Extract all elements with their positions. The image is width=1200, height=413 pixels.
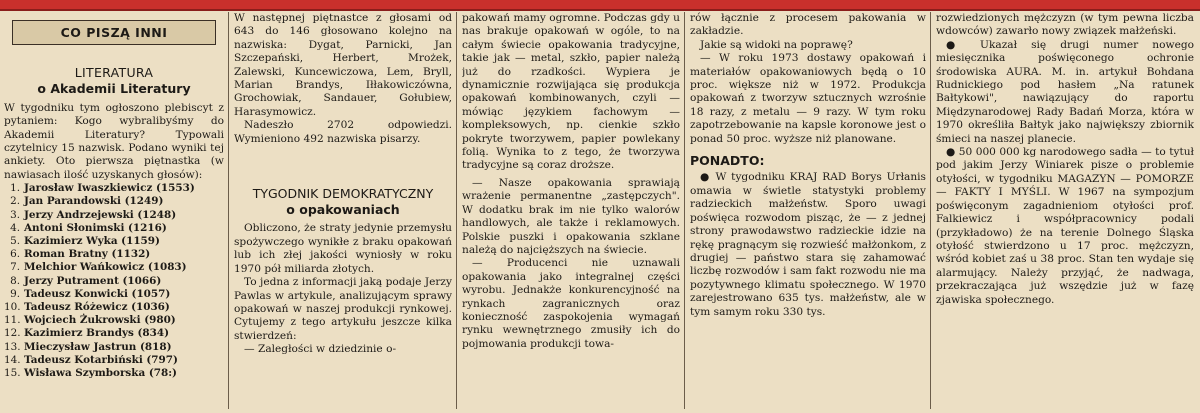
ranking-entry: Jarosław Iwaszkiewicz (1553) bbox=[24, 182, 195, 195]
ranking-item bbox=[4, 327, 224, 340]
ranking-number: 10. bbox=[4, 301, 21, 314]
column-5 bbox=[936, 12, 1194, 409]
ranking-entry: Antoni Słonimski (1216) bbox=[24, 221, 167, 234]
col3-paragraph-1: pakowań mamy ogromne. Podczas gdy u nas brakuje opakowań w ogóle, to na całym świecie opakowania tradycyjne, takie jak — metal, szkło, papier należą już do rzadkości. Wypiera je dynamicznie rozwijająca się produkcja opakowań kombinowanych, czyli — mówiąc językiem fachowym — kompleksowych, np. cienkie szkło pokryte tworzywem, papier powlekany folią. Wynika to z tego, że tworzywa tradycyjne są coraz droższe. bbox=[462, 12, 680, 172]
column-divider bbox=[228, 12, 229, 409]
col4-paragraph-3: — W roku 1973 dostawy opakowań i materiałów opakowaniowych będą o 10 proc. większe niż w 1972. Produkcja opakowań z tworzyw sztucznych wzrośnie 18 razy, z metalu — 9 razy. W tym roku zapotrzebowanie na kapsle koronowe jest o ponad 50 proc. wyższe niż planowane. bbox=[690, 52, 926, 145]
ranking-list bbox=[4, 182, 224, 380]
tygodnik-heading: TYGODNIK DEMOKRATYCZNY bbox=[252, 186, 434, 202]
col3-paragraph-3: — Producenci nie uznawali opakowania jako integralnej części wyrobu. Jednakże konkurencyjność na rynkach zagranicznych oraz konieczność zaspokojenia wymagań rynku wewnętrznego zmusiły ich do pojmowania produkcji towa- bbox=[462, 257, 680, 350]
ranking-item bbox=[4, 314, 224, 327]
literatura-heading: LITERATURA bbox=[74, 65, 154, 81]
ranking-entry: Kazimierz Brandys (834) bbox=[24, 327, 169, 340]
literatura-subheading: o Akademii Literatury bbox=[37, 81, 191, 97]
col4-paragraph-4: ● W tygodniku KRAJ RAD Borys Urłanis omawia w świetle statystyki problemy radzieckich małżeństw. Sporo uwagi poświęca rozwodom pisząc, że — z jednej strony prawodawstwo radzieckie idzie na rękę pragnącym się rozwieść małżonkom, z drugiej — państwo stara się zahamować liczbę rozwodów i sam fakt rozwodu nie ma pozytywnego klimatu społecznego. W 1970 zarejestrowano 635 tys. małżeństw, ale w tym samym roku 330 tys. bbox=[690, 171, 926, 318]
ranking-number: 4. bbox=[10, 221, 20, 234]
tygodnik-subheading: o opakowaniach bbox=[286, 202, 400, 218]
col2-paragraph-5: — Zaległości w dziedzinie o- bbox=[244, 343, 397, 356]
ranking-entry: Jerzy Andrzejewski (1248) bbox=[24, 208, 177, 221]
literatura-intro: W tygodniku tym ogłoszono plebiscyt z pytaniem: Kogo wybralibyśmy do Akademii Literatury? Typowali czytelnicy 15 nazwisk. Podano wyniki tej ankiety. Oto pierwsza piętnastka (w nawiasach ilość uzyskanych głosów): bbox=[4, 101, 224, 181]
ranking-number: 6. bbox=[10, 248, 20, 261]
ranking-item bbox=[4, 261, 224, 274]
col2-paragraph-2: Nadeszło 2702 odpowiedzi. Wymieniono 492 nazwiska pisarzy. bbox=[234, 119, 452, 145]
column-4 bbox=[690, 12, 926, 409]
ranking-entry: Mieczysław Jastrun (818) bbox=[24, 340, 172, 353]
col5-paragraph-3: ● 50 000 000 kg narodowego sadła — to tytuł pod jakim Jerzy Winiarek pisze o problemie otyłości, w tygodniku MAGAZYN — POMORZE — FAKTY I MYŚLI. W 1967 na sympozjum poświęconym zagadnieniom otyłości prof. Falkiewicz i współpracownicy podali (przykładowo) że na terenie Dolnego Śląska otyłość stwierdzono u 17 proc. mężczyzn, wśród kobiet zaś u 38 proc. Stan ten wydaje się alarmujący. Należy przyjąć, że nadwaga, przekraczająca już wszędzie już w fazę zjawiska społecznego. bbox=[936, 146, 1194, 306]
ranking-number: 15. bbox=[4, 367, 21, 380]
ranking-number: 5. bbox=[10, 235, 20, 248]
ranking-entry: Tadeusz Różewicz (1036) bbox=[24, 301, 170, 314]
ranking-item bbox=[4, 367, 224, 380]
ranking-item bbox=[4, 288, 224, 301]
ranking-item bbox=[4, 354, 224, 367]
ranking-item bbox=[4, 248, 224, 261]
ranking-entry: Jerzy Putrament (1066) bbox=[24, 274, 162, 287]
ranking-item bbox=[4, 341, 224, 354]
ranking-item bbox=[4, 222, 224, 235]
ranking-entry: Tadeusz Kotarbiński (797) bbox=[24, 353, 178, 366]
col2-paragraph-1: W następnej piętnastce z głosami od 643 do 146 głosowano kolejno na nazwiska: Dygat, Parnicki, Jan Szczepański, Herbert, Mrożek, Zalewski, Kuncewiczowa, Lem, Bryll, Marian Brandys, Iłłakowiczówna, Grochowiak, Sandauer, Gołubiew, Harasymowicz. bbox=[234, 12, 452, 118]
ranking-item bbox=[4, 235, 224, 248]
ranking-number: 1. bbox=[10, 182, 20, 195]
ranking-entry: Tadeusz Konwicki (1057) bbox=[24, 287, 171, 300]
ranking-item bbox=[4, 275, 224, 288]
column-1 bbox=[4, 12, 224, 409]
col3-paragraph-2: — Nasze opakowania sprawiają wrażenie permanentne „zastępczych". W dodatku brak im nie tylko walorów handlowych, ale także i reklamowych. Polskie puszki i opakowania szklane należą do najcięższych na świecie. bbox=[462, 176, 680, 256]
ranking-entry: Jan Parandowski (1249) bbox=[24, 195, 164, 208]
col2-paragraph-3: Obliczono, że straty jedynie przemysłu spożywczego wynikłe z braku opakowań lub ich złej jakości wyniosły w roku 1970 pół miliarda złotych. bbox=[234, 222, 452, 275]
ranking-entry: Wojciech Żukrowski (980) bbox=[24, 314, 176, 327]
ranking-item bbox=[4, 301, 224, 314]
col4-paragraph-1: rów łącznie z procesem pakowania w zakładzie. bbox=[690, 12, 926, 38]
column-divider bbox=[684, 12, 685, 409]
ranking-number: 7. bbox=[10, 261, 20, 274]
col5-paragraph-2: ● Ukazał się drugi numer nowego miesięcznika poświęconego ochronie środowiska AURA. M. in. artykuł Bohdana Rudnickiego pod hasłem „Na ratunek Bałtykowi", nawiązujący do raportu Międzynarodowej Rady Badań Morza, która w 1970 określiła Bałtyk jako największy zbiornik śmieci na naszej planecie. bbox=[936, 38, 1194, 145]
column-divider bbox=[456, 12, 457, 409]
ranking-item bbox=[4, 209, 224, 222]
ranking-entry: Roman Bratny (1132) bbox=[24, 248, 151, 261]
column-2 bbox=[234, 12, 452, 409]
ranking-number: 12. bbox=[4, 327, 21, 340]
ranking-number: 8. bbox=[10, 274, 20, 287]
ranking-entry: Kazimierz Wyka (1159) bbox=[24, 235, 160, 248]
ranking-entry: Wisława Szymborska (78:) bbox=[24, 367, 177, 380]
ponadto-heading: PONADTO: bbox=[690, 153, 765, 169]
ranking-number: 3. bbox=[10, 208, 20, 221]
section-title-box bbox=[12, 20, 216, 45]
ranking-number: 9. bbox=[10, 287, 20, 300]
column-divider bbox=[930, 12, 931, 409]
col2-paragraph-4: To jedna z informacji jaką podaje Jerzy Pawlas w artykule, analizującym sprawy opakowań w naszej produkcji rynkowej. Cytujemy z tego artykułu jeszcze kilka stwierdzeń: bbox=[234, 276, 452, 342]
col4-paragraph-2: Jakie są widoki na poprawę? bbox=[700, 38, 853, 51]
ranking-item bbox=[4, 182, 224, 195]
ranking-number: 14. bbox=[4, 353, 21, 366]
column-3 bbox=[462, 12, 680, 409]
ranking-number: 2. bbox=[10, 195, 20, 208]
ranking-number: 13. bbox=[4, 340, 21, 353]
ranking-item bbox=[4, 195, 224, 208]
section-title: CO PISZĄ INNI bbox=[60, 25, 168, 40]
top-red-border bbox=[0, 0, 1200, 11]
ranking-number: 11. bbox=[4, 314, 21, 327]
col5-paragraph-1: rozwiedzionych mężczyzn (w tym pewna liczba wdowców) zawarło nowy związek małżeński. bbox=[936, 12, 1194, 38]
ranking-entry: Melchior Wańkowicz (1083) bbox=[24, 261, 187, 274]
